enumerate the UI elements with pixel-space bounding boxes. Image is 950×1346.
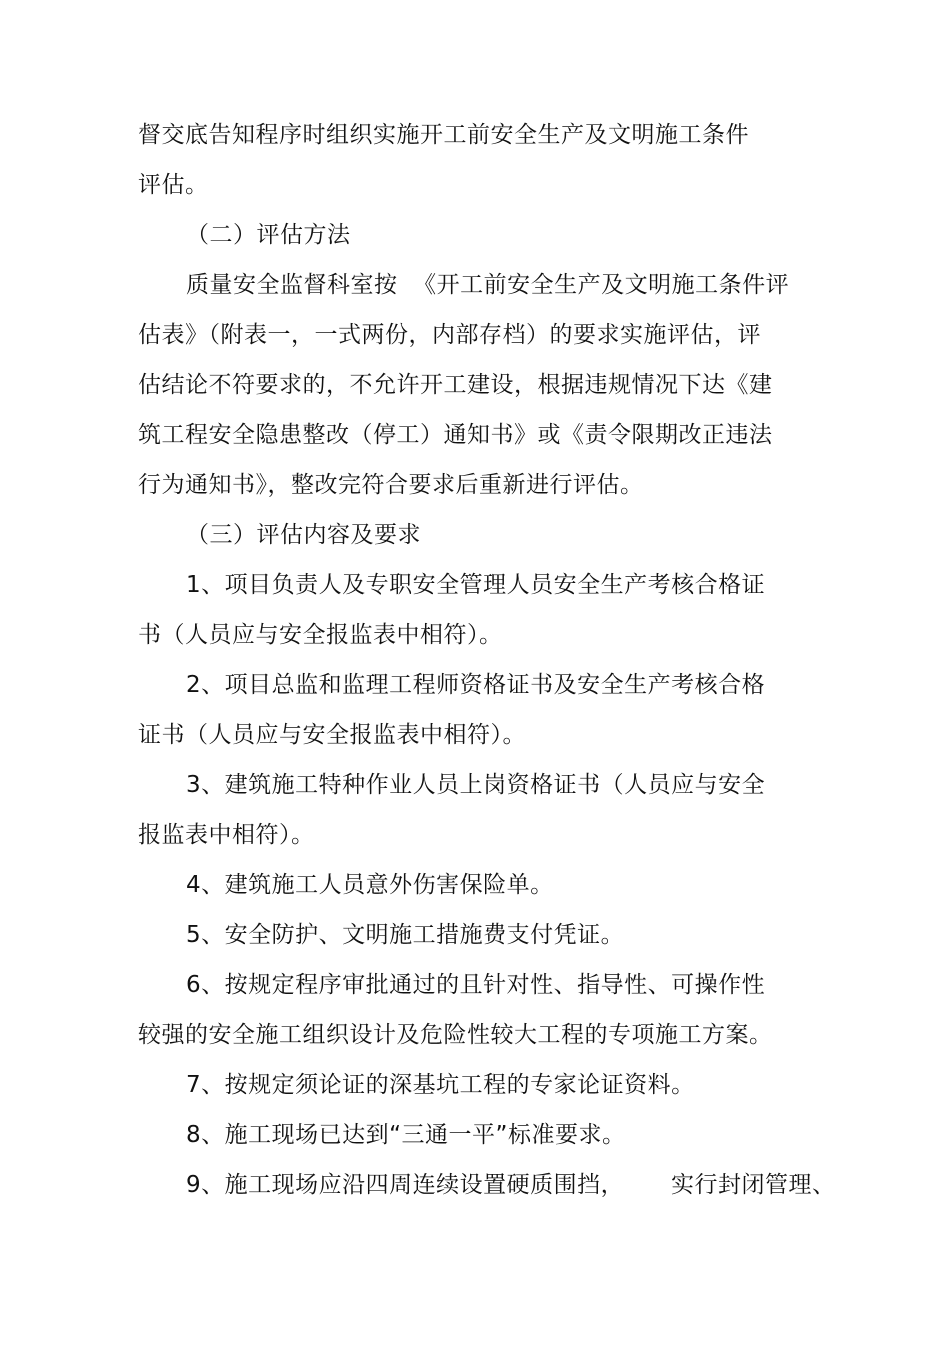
list-item: 9、施工现场应沿四周连续设置硬质围挡， 实行封闭管理、 [186, 1172, 836, 1198]
list-item: 6、按规定程序审批通过的且针对性、指导性、可操作性 [186, 972, 766, 998]
text-line: 证书（人员应与安全报监表中相符）。 [138, 722, 526, 748]
list-item: 3、建筑施工特种作业人员上岗资格证书（人员应与安全 [186, 772, 766, 798]
text-line: 估表》（附表一，一式两份，内部存档）的要求实施评估，评 [138, 322, 761, 348]
list-item: 5、安全防护、文明施工措施费支付凭证。 [186, 922, 625, 948]
list-item: 2、项目总监和监理工程师资格证书及安全生产考核合格 [186, 672, 766, 698]
text-line: 估结论不符要求的，不允许开工建设，根据违规情况下达《建 [138, 372, 773, 398]
list-item: 8、施工现场已达到“三通一平”标准要求。 [186, 1122, 626, 1148]
text-line: 督交底告知程序时组织实施开工前安全生产及文明施工条件 [138, 122, 749, 148]
text-line: 书（人员应与安全报监表中相符）。 [138, 622, 503, 648]
text-line: 筑工程安全隐患整改（停工）通知书》或《责令限期改正违法 [138, 422, 773, 448]
text-line: 行为通知书》，整改完符合要求后重新进行评估。 [138, 472, 644, 498]
section-heading: （二）评估方法 [186, 222, 351, 248]
text-line: 质量安全监督科室按 《开工前安全生产及文明施工条件评 [186, 272, 790, 298]
list-item: 7、按规定须论证的深基坑工程的专家论证资料。 [186, 1072, 695, 1098]
text-line: 较强的安全施工组织设计及危险性较大工程的专项施工方案。 [138, 1022, 773, 1048]
text-line: 报监表中相符）。 [138, 822, 315, 848]
list-item: 4、建筑施工人员意外伤害保险单。 [186, 872, 554, 898]
section-heading: （三）评估内容及要求 [186, 522, 421, 548]
list-item: 1、项目负责人及专职安全管理人员安全生产考核合格证 [186, 572, 766, 598]
text-line: 评估。 [138, 172, 209, 198]
